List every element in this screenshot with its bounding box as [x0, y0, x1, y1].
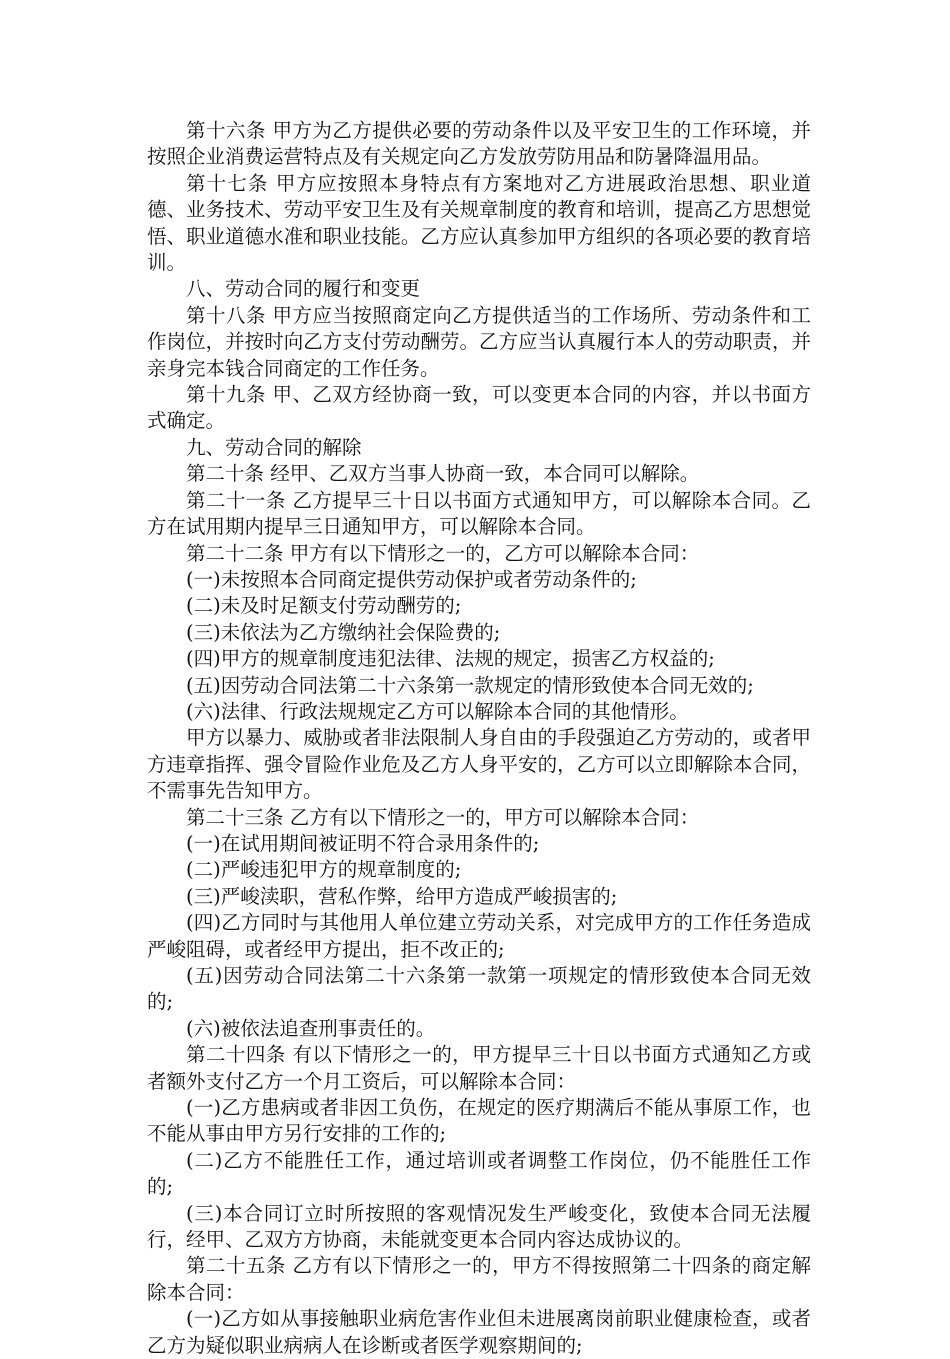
clause-22-item-4: (四)甲方的规章制度违犯法律、法规的规定，损害乙方权益的;: [186, 647, 715, 671]
clause-18: 第十八条 甲方应当按照商定向乙方提供适当的工作场所、劳动条件和工作岗位，并按时向乙方支付劳动酬劳。乙方应当认真履行本人的劳动职责，并亲身完本钱合同商定的工作任务。: [147, 303, 811, 380]
clause-22: 第二十二条 甲方有以下情形之一的，乙方可以解除本合同：: [186, 541, 700, 565]
clause-22-item-2: (二)未及时足额支付劳动酬劳的;: [186, 594, 462, 618]
clause-23: 第二十三条 乙方有以下情形之一的，甲方可以解除本合同：: [186, 805, 700, 829]
clause-25: 第二十五条 乙方有以下情形之一的，甲方不得按照第二十四条的商定解除本合同：: [147, 1254, 811, 1304]
section-heading-9: 九、劳动合同的解除: [186, 435, 362, 459]
clause-24-item-1: (一)乙方患病或者非因工负伤，在规定的医疗期满后不能从事原工作，也不能从事由甲方另行安排的工作的;: [147, 1096, 811, 1146]
clause-17: 第十七条 甲方应按照本身特点有方案地对乙方进展政治思想、职业道德、业务技术、劳动平安卫生及有关规章制度的教育和培训，提高乙方思想觉悟、职业道德水准和职业技能。乙方应认真参加甲方组织的各项必要的教育培训。: [147, 171, 811, 275]
clause-23-item-5: (五)因劳动合同法第二十六条第一款第一项规定的情形致使本合同无效的;: [147, 964, 811, 1014]
clause-22-item-5: (五)因劳动合同法第二十六条第一款规定的情形致使本合同无效的;: [186, 673, 754, 697]
clause-25-item-1: (一)乙方如从事接触职业病危害作业但未进展离岗前职业健康检查，或者乙方为疑似职业病病人在诊断或者医学观察期间的;: [147, 1307, 811, 1357]
clause-24-item-3: (三)本合同订立时所按照的客观情况发生严峻变化，致使本合同无法履行，经甲、乙双方方协商，未能就变更本合同内容达成协议的。: [147, 1201, 811, 1252]
document-page: [147, 118, 811, 1359]
clause-23-item-3: (三)严峻渎职，营私作弊，给甲方造成严峻损害的;: [186, 884, 618, 908]
clause-23-item-2: (二)严峻违犯甲方的规章制度的;: [186, 858, 462, 882]
clause-16: 第十六条 甲方为乙方提供必要的劳动条件以及平安卫生的工作环境，并按照企业消费运营特点及有关规定向乙方发放劳防用品和防暑降温用品。: [147, 119, 811, 169]
clause-23-item-4: (四)乙方同时与其他用人单位建立劳动关系，对完成甲方的工作任务造成严峻阻碍，或者经甲方提出，拒不改正的;: [147, 911, 811, 961]
clause-23-item-1: (一)在试用期间被证明不符合录用条件的;: [186, 831, 540, 855]
clause-22-item-3: (三)未依法为乙方缴纳社会保险费的;: [186, 620, 501, 644]
clause-24-item-2: (二)乙方不能胜任工作，通过培训或者调整工作岗位，仍不能胜任工作的;: [147, 1148, 811, 1199]
clause-22-item-6: (六)法律、行政法规规定乙方可以解除本合同的其他情形。: [186, 699, 689, 723]
clause-20: 第二十条 经甲、乙双方当事人协商一致，本合同可以解除。: [186, 462, 700, 486]
clause-22-item-1: (一)未按照本合同商定提供劳动保护或者劳动条件的;: [186, 567, 637, 591]
clause-24: 第二十四条 有以下情形之一的，甲方提早三十日以书面方式通知乙方或者额外支付乙方一个月工资后，可以解除本合同：: [147, 1043, 811, 1093]
clause-23-item-6: (六)被依法追查刑事责任的。: [186, 1016, 436, 1040]
clause-22-note: 甲方以暴力、威胁或者非法限制人身自由的手段强迫乙方劳动的，或者甲方违章指挥、强令冒险作业危及乙方人身平安的，乙方可以立即解除本合同，不需事先告知甲方。: [147, 726, 811, 803]
clause-21: 第二十一条 乙方提早三十日以书面方式通知甲方，可以解除本合同。乙方在试用期内提早三日通知甲方，可以解除本合同。: [147, 488, 811, 539]
section-heading-8: 八、劳动合同的履行和变更: [186, 277, 421, 301]
clause-19: 第十九条 甲、乙双方经协商一致，可以变更本合同的内容，并以书面方式确定。: [147, 383, 811, 433]
